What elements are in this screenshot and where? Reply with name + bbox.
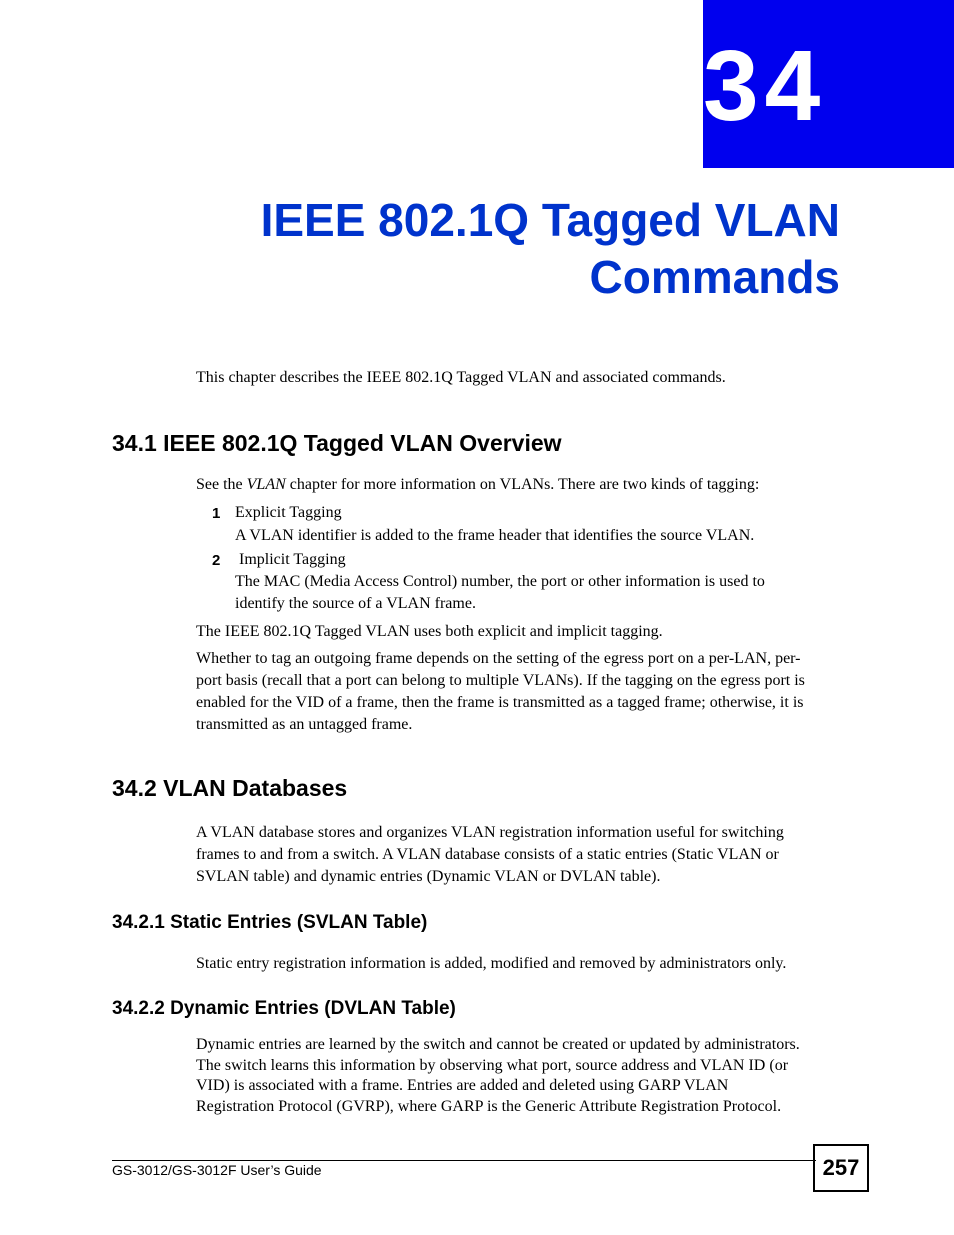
para-line: Registration Protocol (GVRP), where GARP is the Generic Attribute Registration Protocol. [196, 1097, 782, 1115]
section-1-paragraph-1 [196, 474, 759, 496]
para-line: Whether to tag an outgoing frame depends on the setting of the egress port on a per-LAN, per- [196, 650, 801, 667]
section-1-paragraph-2: The IEEE 802.1Q Tagged VLAN uses both explicit and implicit tagging. [196, 623, 663, 640]
section-2-2-heading: 34.2.2 Dynamic Entries (DVLAN Table) [112, 998, 456, 1019]
vlan-chapter-reference: VLAN [246, 476, 286, 493]
chapter-title [261, 192, 840, 306]
para-line: port basis (recall that a port can belong to multiple VLANs). If the tagging on the egress port is [196, 672, 805, 689]
chapter-title-line-1: IEEE 802.1Q Tagged VLAN [260, 194, 840, 246]
para-line: Dynamic entries are learned by the switch and cannot be created or updated by administrators. [196, 1036, 800, 1053]
intro-paragraph: This chapter describes the IEEE 802.1Q Tagged VLAN and associated commands. [196, 369, 726, 386]
list-item-2-title: Implicit Tagging [239, 551, 346, 568]
section-2-heading: 34.2 VLAN Databases [112, 775, 348, 801]
list-item-1-description: A VLAN identifier is added to the frame header that identifies the source VLAN. [235, 527, 755, 544]
section-2-2-paragraph [196, 1035, 800, 1117]
chapter-title-line-2: Commands [589, 251, 840, 303]
chapter-number: 34 [703, 30, 827, 142]
section-2-1-heading: 34.2.1 Static Entries (SVLAN Table) [112, 912, 428, 933]
para-text: See the [196, 476, 247, 493]
section-2-paragraph [196, 822, 784, 888]
footer-divider [112, 1160, 816, 1161]
section-1-heading: 34.1 IEEE 802.1Q Tagged VLAN Overview [112, 430, 562, 456]
para-line: SVLAN table) and dynamic entries (Dynamic VLAN or DVLAN table). [196, 868, 661, 885]
list-item-2-number: 2 [212, 552, 221, 569]
para-line: The switch learns this information by observing what port, source address and VLAN ID (or [196, 1056, 789, 1074]
page-number: 257 [813, 1144, 869, 1192]
para-line: transmitted as an untagged frame. [196, 716, 413, 733]
para-line: frames to and from a switch. A VLAN database consists of a static entries (Static VLAN or [196, 846, 779, 863]
section-1-paragraph-3 [196, 648, 805, 736]
para-line: VID) is associated with a frame. Entries are added and deleted using GARP VLAN [196, 1077, 729, 1094]
para-line: enabled for the VID of a frame, then the frame is transmitted as a tagged frame; otherwise, it is [196, 694, 804, 711]
list-item-2-description-line-1: The MAC (Media Access Control) number, the port or other information is used to [235, 573, 765, 590]
list-item-2-description-line-2: identify the source of a VLAN frame. [235, 595, 476, 612]
footer-guide-title: GS-3012/GS-3012F User’s Guide [112, 1162, 322, 1178]
section-2-1-paragraph: Static entry registration information is added, modified and removed by administrators only. [196, 955, 787, 972]
para-text: chapter for more information on VLANs. There are two kinds of tagging: [285, 476, 760, 493]
list-item-1-title: Explicit Tagging [235, 504, 342, 521]
para-line: A VLAN database stores and organizes VLAN registration information useful for switching [196, 824, 784, 841]
list-item-1-number: 1 [212, 505, 221, 522]
